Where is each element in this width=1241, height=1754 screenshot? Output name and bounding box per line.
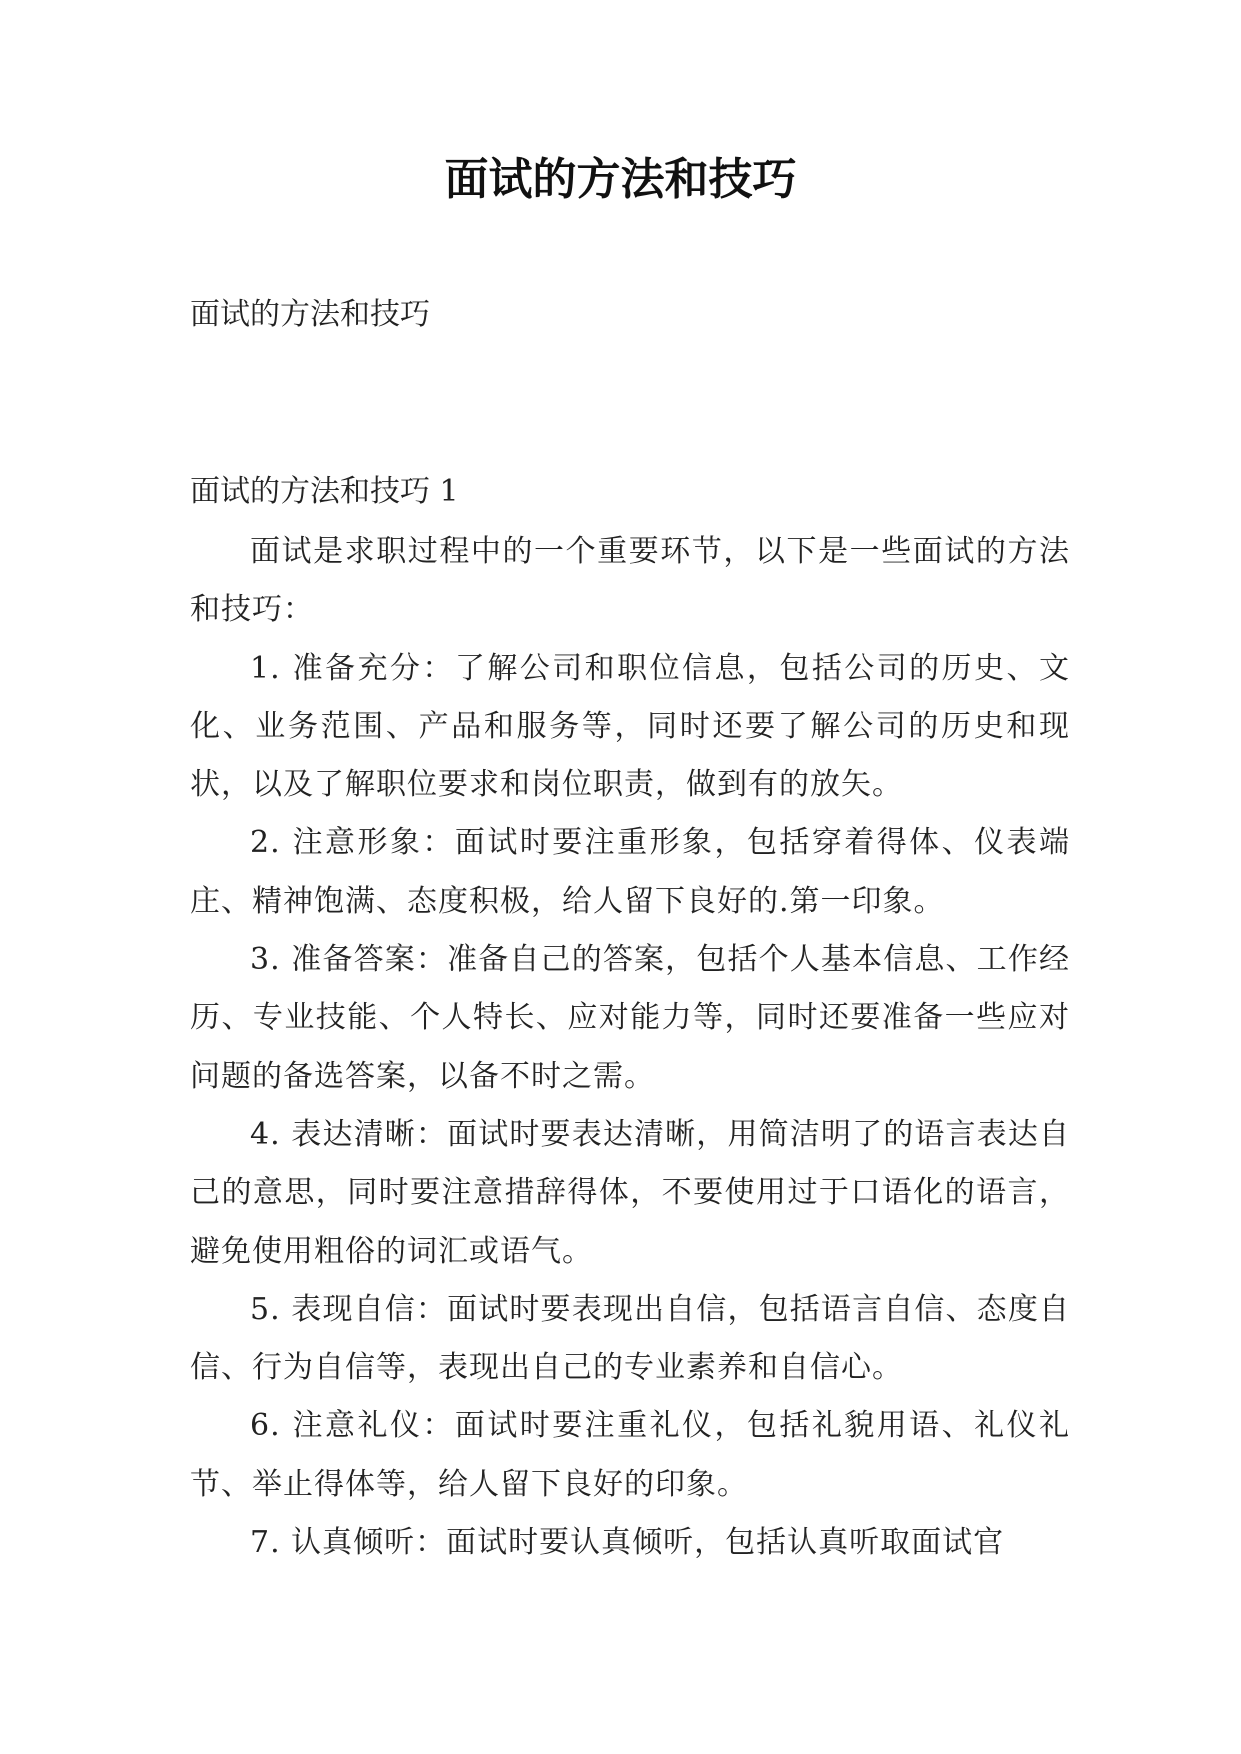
paragraph-item-2: 2. 注意形象：面试时要注重形象，包括穿着得体、仪表端庄、精神饱满、态度积极，给人留下良好的.第一印象。 [190,825,1070,919]
document-title: 面试的方法和技巧 [444,154,797,205]
document-subtitle: 面试的方法和技巧 [190,297,430,332]
paragraph-item-6: 6. 注意礼仪：面试时要注重礼仪，包括礼貌用语、礼仪礼节、举止得体等，给人留下良好的印象。 [190,1408,1070,1502]
paragraph-item-1: 1. 准备充分：了解公司和职位信息，包括公司的历史、文化、业务范围、产品和服务等，同时还要了解公司的历史和现状，以及了解职位要求和岗位职责，做到有的放矢。 [190,650,1070,803]
body-text [190,523,1070,1572]
paragraph-item-3: 3. 准备答案：准备自己的答案，包括个人基本信息、工作经历、专业技能、个人特长、应对能力等，同时还要准备一些应对问题的备选答案，以备不时之需。 [190,942,1070,1094]
section-heading: 面试的方法和技巧 1 [190,474,459,509]
paragraph-item-5: 5. 表现自信：面试时要表现出自信，包括语言自信、态度自信、行为自信等，表现出自己的专业素养和自信心。 [190,1291,1070,1386]
paragraph-intro: 面试是求职过程中的一个重要环节，以下是一些面试的方法和技巧： [190,534,1070,628]
paragraph-item-4: 4. 表达清晰：面试时要表达清晰，用简洁明了的语言表达自己的意思，同时要注意措辞得体，不要使用过于口语化的语言，避免使用粗俗的词汇或语气。 [190,1116,1070,1269]
paragraph-item-7: 7. 认真倾听：面试时要认真倾听，包括认真听取面试官 [250,1525,1005,1561]
